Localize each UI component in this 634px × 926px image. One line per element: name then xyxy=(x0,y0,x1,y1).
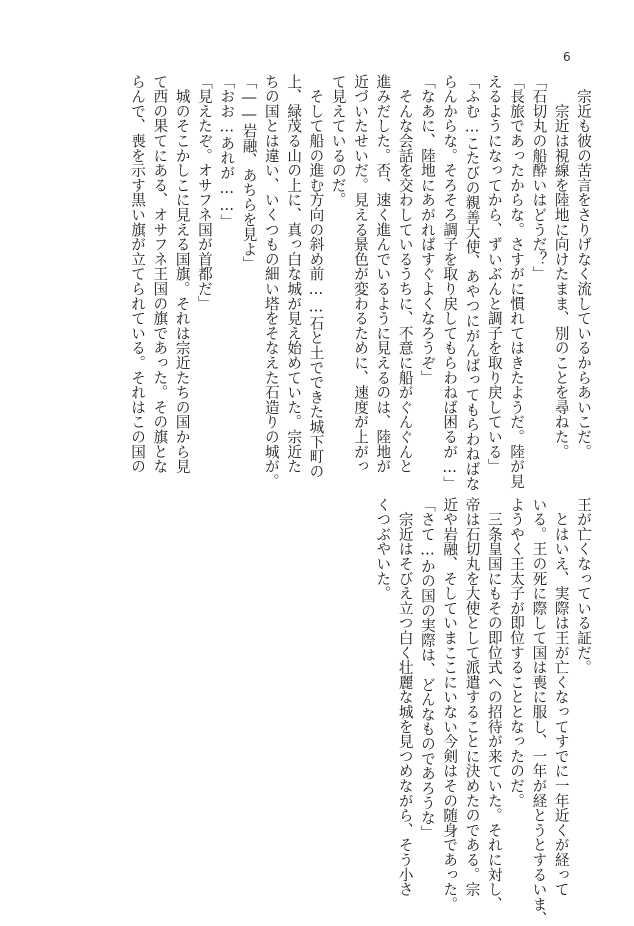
text-line: ようやく王太子が即位することとなったのだ。 xyxy=(508,497,526,808)
text-line: らんからな。そろそろ調子を取り戻してもらわねば困るが…」 xyxy=(441,74,459,491)
text-line: いる。王の死に際して国は喪に服し、一年が経とうとするいま、 xyxy=(530,497,548,926)
text-line: 進みだした。否、速く進んでいるように見えるのは、陸地が xyxy=(374,74,392,474)
upper-text-block xyxy=(126,74,594,491)
text-line: 宗近も彼の苦言をさりげなく流しているからあいこだ。 xyxy=(575,74,592,459)
text-line: 「見えたぞ。オサフネ国が首都だ」 xyxy=(195,74,213,311)
text-line: 宗近はそびえ立つ白く壮麗な城を見つめながら、そう小さ xyxy=(396,497,414,897)
text-line: 「――岩融、あちらを見よ」 xyxy=(240,74,258,272)
text-line: 「さて…かの国の実際は、どんなものであろうな」 xyxy=(418,497,436,840)
text-line: ちの国とは違い、いくつもの細い塔をそなえた石造りの城が。 xyxy=(262,74,280,489)
text-line: 王が亡くなっている証だ。 xyxy=(575,497,592,675)
text-line: えるようになってから、ずいぶんと調子を取り戻している」 xyxy=(485,74,503,474)
text-line: 近や岩融、そしていまここにいない今剣はその随身であった。 xyxy=(441,497,459,912)
text-line: 「長旅であったからな。さすがに慣れてはきたようだ。陸が見 xyxy=(508,74,526,489)
text-line: らんで、喪を示す黒い旗が立てられている。それはこの国の xyxy=(129,74,147,474)
text-line: 近づいたせいだ。見える景色が変わるために、速度が上がっ xyxy=(352,74,370,474)
page-number: 6 xyxy=(563,50,571,64)
text-line: くつぶやいた。 xyxy=(374,497,392,601)
text-line: 三条皇国にもその即位式への招待が来ていた。それに対し、 xyxy=(485,497,503,912)
text-line: とはいえ、実際は王が亡くなってすでに一年近くが経って xyxy=(552,497,570,897)
text-line: 上、緑茂る山の上に、真っ白な城が見え始めていた。宗近た xyxy=(285,74,303,474)
text-line: て西の果てにある、オサフネ王国の旗であった。その旗とな xyxy=(151,74,169,474)
text-line: て見えているのだ。 xyxy=(329,74,347,208)
text-line: 城のそこかしこに見える国旗。それは宗近たちの国から見 xyxy=(173,74,191,474)
text-line: 「おお…あれが……」 xyxy=(218,74,236,230)
text-line: そんな会話を交わしているうちに、不意に船がぐんぐんと xyxy=(396,74,414,474)
text-line: 「ふむ…こたびの親善大使、あやつにがんばってもらわねばな xyxy=(463,74,481,491)
text-line: 「石切丸の船酔いはどうだ？」 xyxy=(530,74,548,282)
lower-text-block xyxy=(371,497,594,926)
text-line: 宗近は視線を陸地に向けたまま、別のことを尋ねた。 xyxy=(552,74,570,459)
text-line: そして船の進む方向の斜め前……石と土でできた城下町の xyxy=(307,74,325,479)
text-line: 帝は石切丸を大使として派遣することに決めたのである。宗 xyxy=(463,497,481,897)
text-line: 「なあに、陸地にあがればすぐよくなろうぞ」 xyxy=(418,74,436,385)
